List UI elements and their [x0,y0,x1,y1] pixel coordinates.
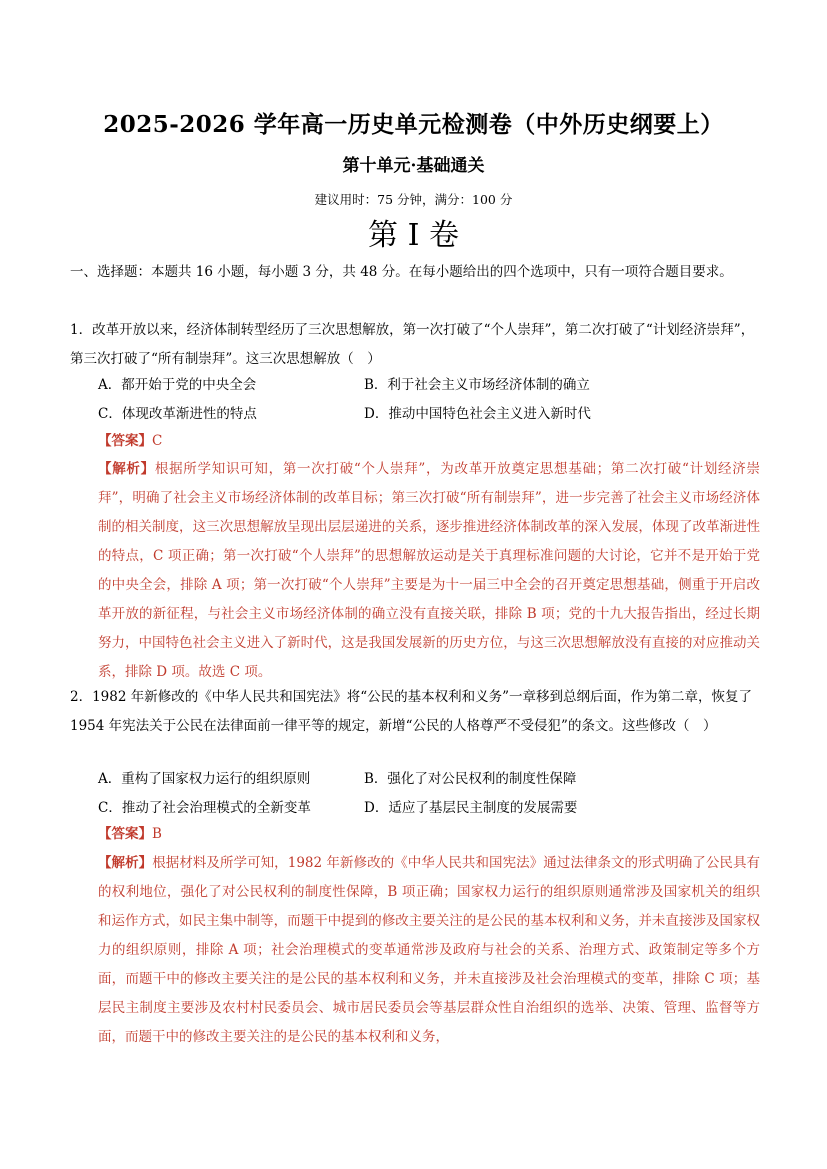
option-c: C．体现改革渐进性的特点 [98,406,257,422]
question-text: 改革开放以来，经济体制转型经历了三次思想解放，第一次打破了“个人崇拜”，第二次打破了“计划经济崇拜”，第三次打破了“所有制崇拜”。这三次思想解放（ ） [70,322,755,367]
question-1-answer [98,427,162,456]
explanation-label: 【解析】 [98,855,153,871]
answer-value: B [152,826,162,842]
option-a: A．都开始于党的中央全会 [98,377,257,393]
option-a: A．重构了国家权力运行的组织原则 [98,771,311,787]
option-b: B．强化了对公民权利的制度性保障 [364,771,577,787]
explanation-label: 【解析】 [98,461,155,477]
option-d: D．适应了基层民主制度的发展需要 [364,800,578,816]
question-1-stem [70,316,760,374]
volume-heading: 第 I 卷 [368,218,459,253]
question-1-options [98,371,758,429]
question-text: 1982 年新修改的《中华人民共和国宪法》将“公民的基本权利和义务”一章移到总纲后面，作为第二章，恢复了 1954 年宪法关于公民在法律面前一律平等的规定，新增“公民的人格尊严不受侵犯”的条文。这些修改（ ） [70,689,753,734]
answer-label: 【答案】 [98,826,152,842]
unit-subtitle: 第十单元·基础通关 [342,156,485,176]
question-number: 1． [70,322,93,338]
option-c: C．推动了社会治理模式的全新变革 [98,800,311,816]
answer-value: C [152,433,163,449]
question-2-options [98,765,758,823]
explanation-text: 根据材料及所学可知，1982 年新修改的《中华人民共和国宪法》通过法律条文的形式明确了公民具有的权利地位，强化了对公民权利的制度性保障，B 项正确；国家权力运行的组织原则通常涉及国家机关的组织和运作方式，如民主集中制等，而题干中提到的修改主要关注的是公民的基本权利和义务，并未直接涉及国家权力的组织原则，排除 A 项；社会治理模式的变革通常涉及政府与社会的关系、治理方式、政策制定等多个方面，而题干中的修改主要关注的是公民的基本权利和义务，并未直接涉及社会治理模式的变革，排除 C 项；基层民主制度主要涉及农村村民委员会、城市居民委员会等基层群众性自治组织的选举、决策、管理、监督等方面，而题干中的修改主要关注的是公民的基本权利和义务， [98,855,761,1045]
section-instructions [70,258,760,287]
option-b: B．利于社会主义市场经济体制的确立 [364,377,590,393]
instructions-text: 一、选择题：本题共 16 小题，每小题 3 分，共 48 分。在每小题给出的四个选项中，只有一项符合题目要求。 [70,264,733,280]
question-number: 2． [70,689,93,705]
question-2-answer [98,820,162,849]
option-d: D．推动中国特色社会主义进入新时代 [364,406,591,422]
explanation-text: 根据所学知识可知，第一次打破“个人崇拜”，为改革开放奠定思想基础；第二次打破“计划经济崇拜”，明确了社会主义市场经济体制的改革目标；第三次打破“所有制崇拜”，进一步完善了社会主义市场经济体制的相关制度，这三次思想解放呈现出层层递进的关系，逐步推进经济体制改革的深入发展，体现了改革渐进性的特点，C 项正确；第一次打破“个人崇拜”的思想解放运动是关于真理标准问题的大讨论，它并不是开始于党的中央全会，排除 A 项；第一次打破“个人崇拜”主要是为十一届三中全会的召开奠定思想基础，侧重于开启改革开放的新征程，与社会主义市场经济体制的确立没有直接关联，排除 B 项；党的十九大报告指出，经过长期努力，中国特色社会主义进入了新时代，这是我国发展新的历史方位，与这三次思想解放没有直接的对应推动关系，排除 D 项。故选 C 项。 [98,461,760,680]
question-2-explanation [98,849,760,1052]
answer-label: 【答案】 [98,433,152,449]
question-1-explanation [98,455,760,687]
exam-title: 2025-2026 学年高一历史单元检测卷（中外历史纲要上） [103,111,724,138]
question-2-stem [70,683,760,741]
time-and-score-note: 建议用时：75 分钟，满分：100 分 [314,192,513,207]
